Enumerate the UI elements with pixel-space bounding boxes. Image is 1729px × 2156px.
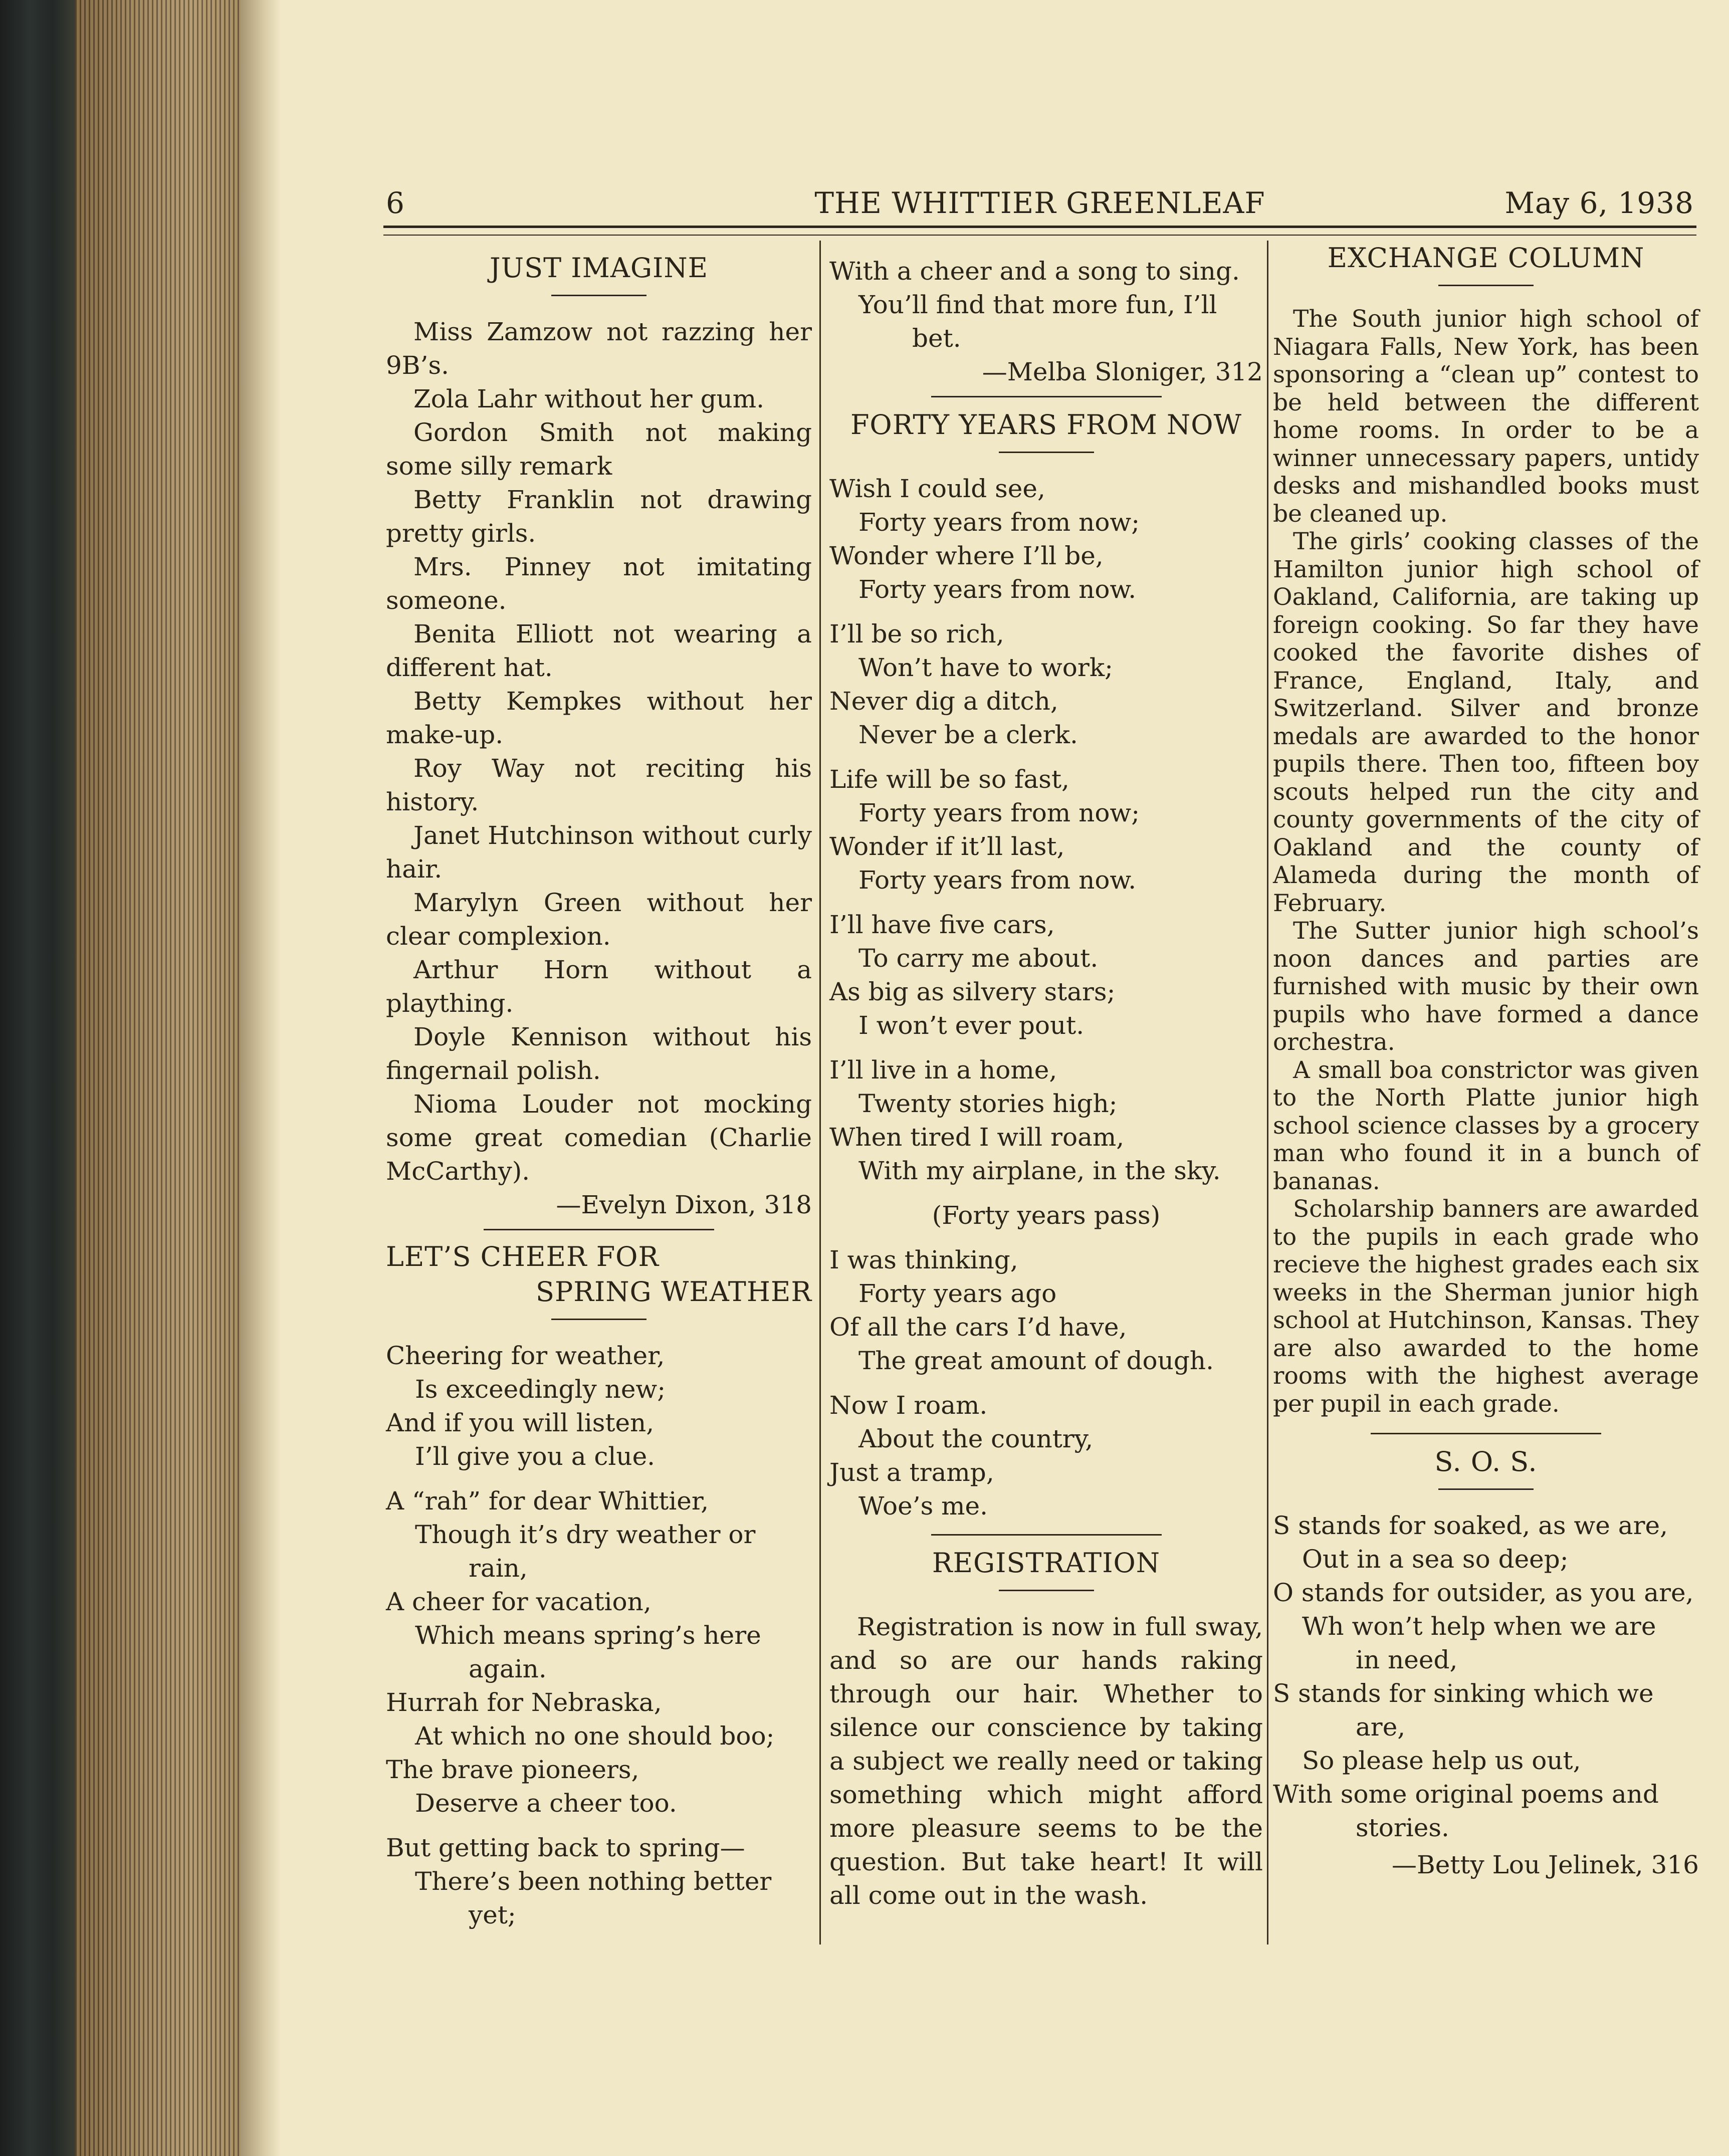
poem-stanza xyxy=(829,908,1263,1042)
newspaper-page xyxy=(281,0,1729,2156)
book-binding xyxy=(0,0,75,2156)
exchange-paragraph: Scholarship banners are awarded to the pupils in each grade who recieve the highest grades each six weeks in the Sherman junior high school at Hutchinson, Kansas. They are also awarded to the home rooms with the highest average per pupil in each grade. xyxy=(1273,1195,1699,1418)
poem-line: So please help us out, xyxy=(1302,1746,1581,1775)
title-rule xyxy=(551,1319,646,1320)
exchange-paragraph: The South junior high school of Niagara Falls, New York, has been sponsoring a “clean up” contest to be held between the different home rooms. In order to be a winner unnecessary papers, untidy desks and mishandled books must be cleaned up. xyxy=(1273,305,1699,528)
column-middle xyxy=(829,241,1263,1912)
just-imagine-list xyxy=(386,315,812,1188)
list-item: Betty Franklin not drawing pretty girls. xyxy=(386,485,812,548)
poem-stanza xyxy=(386,1339,812,1473)
spring-weather-poem-continued xyxy=(829,255,1263,355)
article-title-registration: REGISTRATION xyxy=(932,1547,1161,1579)
poem-line: Cheering for weather, xyxy=(386,1341,665,1370)
poem-line: About the country, xyxy=(858,1424,1094,1453)
poem-line: S stands for soaked, as we are, xyxy=(1273,1511,1668,1540)
poem-line: You’ll find that more fun, I’ll xyxy=(858,290,1217,319)
poem-stanza xyxy=(386,1484,812,1820)
article-separator xyxy=(931,1534,1162,1536)
article-separator xyxy=(484,1229,714,1230)
title-rule xyxy=(551,295,646,296)
title-rule xyxy=(1438,1488,1534,1490)
poem-line: I’ll be so rich, xyxy=(829,619,1004,649)
article-title-sos: S. O. S. xyxy=(1434,1446,1538,1477)
title-line: LET’S CHEER FOR xyxy=(386,1241,660,1272)
poem-line: Forty years from now; xyxy=(858,798,1140,827)
poem-line: Forty years from now; xyxy=(858,508,1140,537)
poem-line: To carry me about. xyxy=(858,944,1099,973)
poem-line: Though it’s dry weather or xyxy=(415,1520,756,1549)
page-edges xyxy=(75,0,241,2156)
poem-line: I was thinking, xyxy=(829,1245,1018,1274)
title-rule xyxy=(999,452,1094,453)
header-rule xyxy=(383,226,1696,228)
poem-stanza xyxy=(829,1243,1263,1378)
header-rule-thin xyxy=(383,235,1696,236)
poem-line: A “rah” for dear Whittier, xyxy=(386,1486,709,1516)
poem-line: The brave pioneers, xyxy=(386,1755,639,1784)
list-item: Mrs. Pinney not imitating someone. xyxy=(386,552,812,615)
poem-line: I’ll have five cars, xyxy=(829,910,1055,939)
poem-stanza xyxy=(829,763,1263,897)
poem-line: O stands for outsider, as you are, xyxy=(1273,1578,1694,1607)
poem-line: As big as silvery stars; xyxy=(829,977,1116,1006)
poem-line: rain, xyxy=(469,1554,528,1583)
poem-line: And if you will listen, xyxy=(386,1408,655,1437)
column-left xyxy=(386,241,812,1943)
exchange-paragraph: The Sutter junior high school’s noon dances and parties are furnished with music by their own pupils who have formed a dance orchestra. xyxy=(1273,917,1699,1056)
poem-line: Twenty stories high; xyxy=(858,1089,1118,1118)
spring-weather-poem xyxy=(386,1339,812,1932)
page-number: 6 xyxy=(386,186,405,220)
poem-line: When tired I will roam, xyxy=(829,1123,1125,1152)
poem-stanza xyxy=(386,1831,812,1932)
list-item: Zola Lahr without her gum. xyxy=(413,384,765,413)
poem-line: There’s been nothing better xyxy=(415,1867,772,1896)
poem-interlude: (Forty years pass) xyxy=(932,1201,1161,1230)
poem-line: With a cheer and a song to sing. xyxy=(829,257,1240,286)
poem-line: Woe’s me. xyxy=(858,1491,988,1521)
poem-line: yet; xyxy=(469,1900,516,1929)
list-item: Marylyn Green without her clear complexion. xyxy=(386,888,812,951)
poem-line: I’ll give you a clue. xyxy=(415,1442,656,1471)
title-rule xyxy=(1438,285,1534,286)
poem-line: I’ll live in a home, xyxy=(829,1055,1057,1085)
poem-line: again. xyxy=(469,1654,547,1683)
poem-line: Of all the cars I’d have, xyxy=(829,1313,1127,1342)
poem-line: Now I roam. xyxy=(829,1391,988,1420)
list-item: Arthur Horn without a plaything. xyxy=(386,955,812,1018)
poem-line: Forty years from now. xyxy=(858,575,1137,604)
column-divider xyxy=(819,241,821,1945)
article-separator xyxy=(1371,1433,1601,1434)
list-item: Doyle Kennison without his fingernail polish. xyxy=(386,1022,812,1085)
poem-line: Wish I could see, xyxy=(829,474,1045,503)
poem-line: in need, xyxy=(1356,1645,1458,1674)
poem-line: Wonder if it’ll last, xyxy=(829,832,1065,861)
poem-line: The great amount of dough. xyxy=(858,1346,1214,1375)
poem-line: Is exceedingly new; xyxy=(415,1375,666,1404)
poem-stanza xyxy=(829,1053,1263,1188)
poem-line: With some original poems and xyxy=(1273,1780,1659,1809)
sos-poem xyxy=(1273,1509,1699,1845)
column-divider xyxy=(1267,241,1268,1945)
article-title-spring-weather xyxy=(386,1239,812,1310)
poem-line: I won’t ever pout. xyxy=(858,1011,1085,1040)
article-title-exchange: EXCHANGE COLUMN xyxy=(1327,242,1645,274)
poem-line: With my airplane, in the sky. xyxy=(858,1156,1221,1185)
registration-body: Registration is now in full sway, and so are our hands raking through our hair. Whether to silence our conscience by taking a subject we really need or taking something which might afford more pleasure seems to be the question. But take heart! It will all come out in the wash. xyxy=(829,1612,1263,1910)
issue-date: May 6, 1938 xyxy=(1504,186,1694,220)
poem-line: stories. xyxy=(1356,1813,1449,1842)
poem-line: Which means spring’s here xyxy=(415,1621,761,1650)
forty-years-poem xyxy=(829,472,1263,1188)
title-line: SPRING WEATHER xyxy=(535,1276,812,1308)
paper-title: THE WHITTIER GREENLEAF xyxy=(814,186,1265,220)
list-item: Janet Hutchinson without curly hair. xyxy=(386,821,812,884)
poem-line: At which no one should boo; xyxy=(415,1721,775,1751)
poem-line: Forty years from now. xyxy=(858,866,1137,895)
list-item: Miss Zamzow not razzing her 9B’s. xyxy=(386,317,812,380)
column-right xyxy=(1273,241,1699,1885)
article-title-just-imagine: JUST IMAGINE xyxy=(489,252,709,284)
poem-stanza xyxy=(829,1389,1263,1523)
signature: —Evelyn Dixon, 318 xyxy=(556,1190,812,1219)
list-item: Benita Elliott not wearing a different hat. xyxy=(386,619,812,682)
poem-line: Wh won’t help when we are xyxy=(1302,1612,1656,1641)
poem-line: But getting back to spring— xyxy=(386,1833,745,1862)
signature: —Betty Lou Jelinek, 316 xyxy=(1392,1850,1699,1879)
poem-line: are, xyxy=(1356,1712,1406,1742)
forty-years-poem-after xyxy=(829,1243,1263,1523)
poem-stanza xyxy=(829,617,1263,752)
exchange-column-body xyxy=(1273,305,1699,1418)
poem-line: Never be a clerk. xyxy=(858,720,1078,749)
poem-line: Life will be so fast, xyxy=(829,765,1069,794)
list-item: Roy Way not reciting his history. xyxy=(386,754,812,816)
poem-line: Hurrah for Nebraska, xyxy=(386,1688,662,1717)
poem-line: Forty years ago xyxy=(858,1279,1057,1308)
list-item: Betty Kempkes without her make-up. xyxy=(386,687,812,749)
list-item: Gordon Smith not making some silly remark xyxy=(386,418,812,481)
signature: —Melba Sloniger, 312 xyxy=(982,357,1263,386)
poem-line: A cheer for vacation, xyxy=(386,1587,652,1616)
poem-line: Won’t have to work; xyxy=(858,653,1113,682)
title-rule xyxy=(999,1590,1094,1591)
page-gutter xyxy=(241,0,281,2156)
poem-stanza xyxy=(829,472,1263,606)
exchange-paragraph: A small boa constrictor was given to the North Platte junior high school science classes by a grocery man who found it in a bunch of bananas. xyxy=(1273,1056,1699,1195)
article-title-forty-years: FORTY YEARS FROM NOW xyxy=(850,409,1242,441)
list-item: Nioma Louder not mocking some great comedian (Charlie McCarthy). xyxy=(386,1090,812,1186)
poem-line: Deserve a cheer too. xyxy=(415,1789,677,1818)
exchange-paragraph: The girls’ cooking classes of the Hamilton junior high school of Oakland, California, are taking up foreign cooking. So far they have cooked the favorite dishes of France, England, Italy, and Switzerland. Silver and bronze medals are awarded to the honor pupils there. Then too, fifteen boy scouts helped run the city and county governments of the city of Oakland and the county of Alameda during the month of February. xyxy=(1273,528,1699,917)
poem-line: Never dig a ditch, xyxy=(829,687,1058,716)
poem-line: bet. xyxy=(912,324,961,353)
poem-line: S stands for sinking which we xyxy=(1273,1679,1654,1708)
poem-line: Out in a sea so deep; xyxy=(1302,1545,1569,1574)
poem-line: Wonder where I’ll be, xyxy=(829,541,1104,570)
poem-line: Just a tramp, xyxy=(829,1458,994,1487)
article-separator xyxy=(931,396,1162,397)
